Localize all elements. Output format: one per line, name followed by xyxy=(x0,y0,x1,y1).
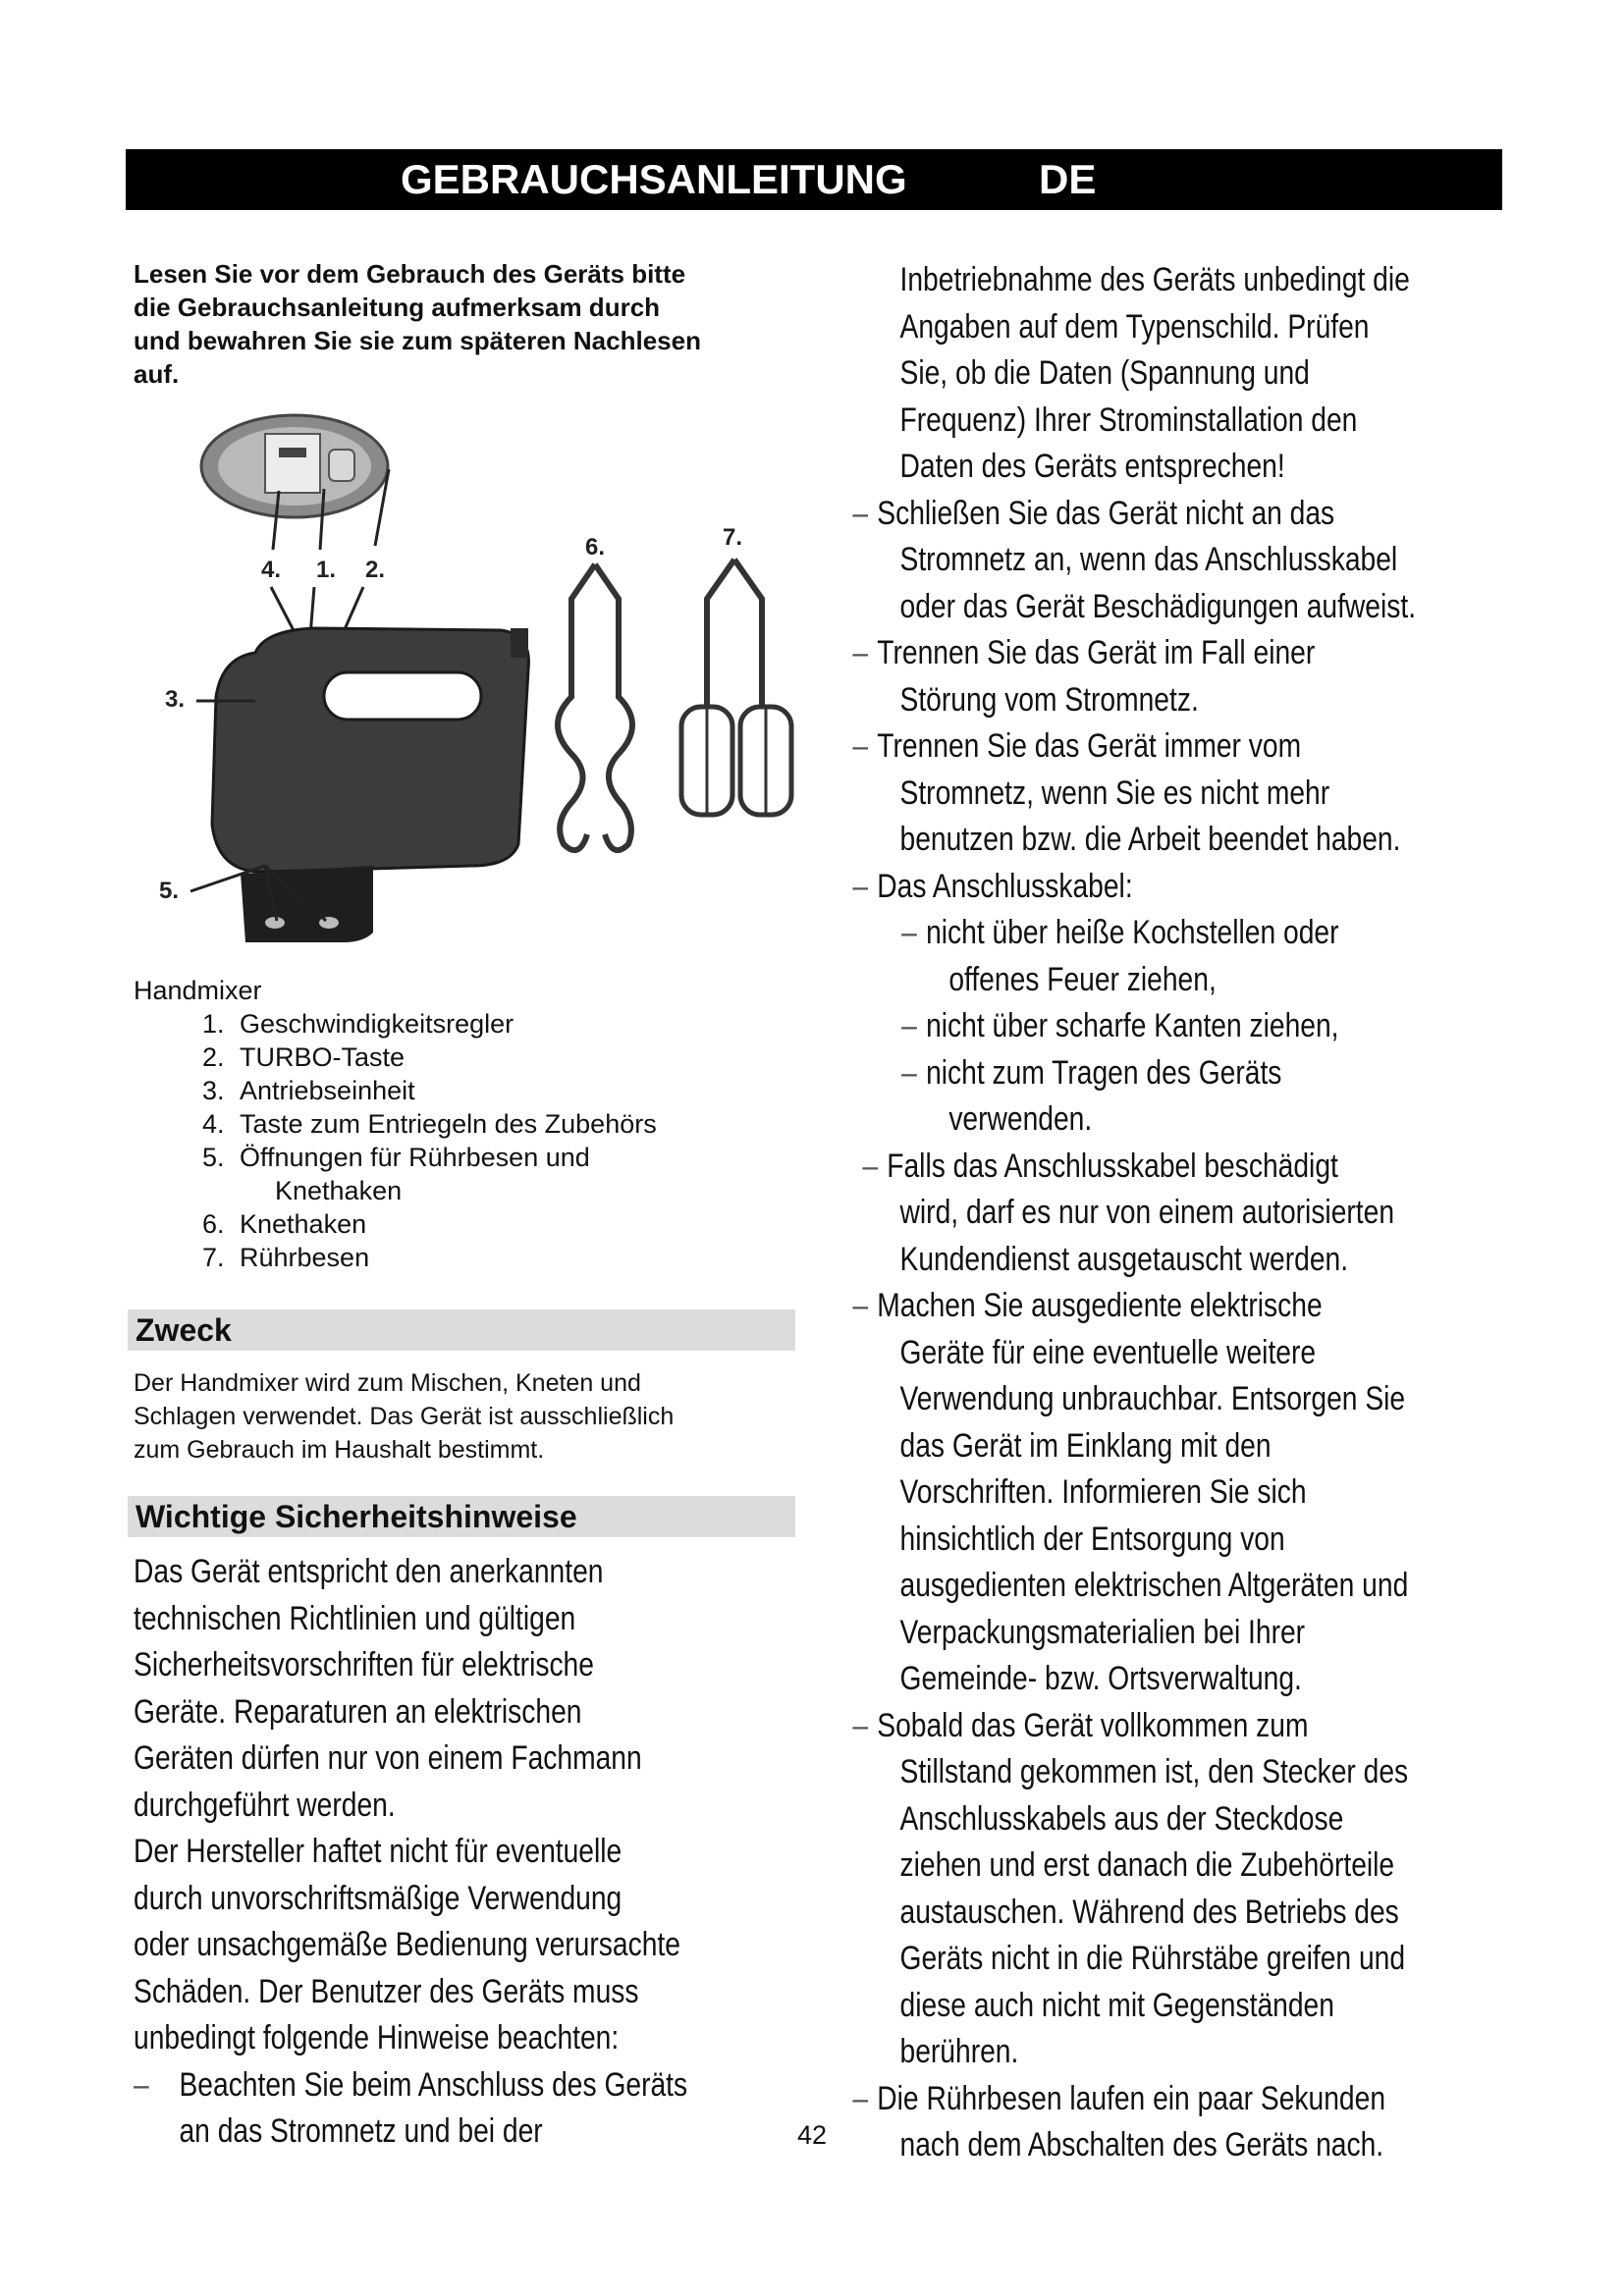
safety-intro xyxy=(134,1549,687,2156)
parts-list xyxy=(134,974,801,1274)
bullet-dash: – xyxy=(852,2079,869,2117)
safety-line: Der Hersteller haftet nicht für eventuelle xyxy=(134,1833,623,1870)
parts-item: 3. Antriebseinheit xyxy=(232,1074,801,1107)
safety-line: Geräte. Reparaturen an elektrischen xyxy=(134,1692,582,1731)
bullet-dash: – xyxy=(852,867,869,905)
safety-right-text: Trennen Sie das Gerät im Fall einer xyxy=(877,634,1316,671)
safety-right-text: Falls das Anschlusskabel beschädigt xyxy=(887,1147,1338,1185)
safety-right-text: Stillstand gekommen ist, den Stecker des xyxy=(899,1753,1409,1790)
label-4: 4. xyxy=(261,557,282,583)
safety-line: Sicherheitsvorschriften für elektrische xyxy=(134,1646,594,1683)
label-5: 5. xyxy=(159,878,180,904)
safety-right-text: Verpackungsmaterialien bei Ihrer xyxy=(899,1613,1306,1651)
header-language: DE xyxy=(1039,156,1097,202)
safety-right-text: hinsichtlich der Entsorgung von xyxy=(899,1520,1285,1558)
safety-right-text: Angaben auf dem Typenschild. Prüfen xyxy=(899,307,1370,346)
beater xyxy=(707,560,762,707)
safety-line: durchgeführt werden. xyxy=(134,1786,396,1824)
safety-right-text: verwenden. xyxy=(948,1100,1093,1138)
safety-right-text: Geräts nicht in die Rührstäbe greifen und xyxy=(899,1940,1406,1977)
parts-item-continuation: Knethaken xyxy=(275,1176,403,1205)
safety-line: Das Gerät entspricht den anerkannten xyxy=(134,1553,604,1590)
label-2: 2. xyxy=(365,557,386,583)
safety-line: technischen Richtlinien und gültigen xyxy=(134,1599,576,1637)
safety-right-text: diese auch nicht mit Gegenständen xyxy=(899,1986,1334,2024)
bullet-dash: – xyxy=(852,1706,869,1744)
hand-mixer-illustration xyxy=(147,412,795,962)
bullet-dash: – xyxy=(852,727,869,765)
bullet-dash: – xyxy=(852,1287,869,1324)
intro-line: die Gebrauchsanleitung aufmerksam durch xyxy=(134,293,661,322)
safety-bullet-line: an das Stromnetz und bei der xyxy=(179,2112,543,2150)
label-7: 7. xyxy=(723,524,743,551)
parts-item: 7. Rührbesen xyxy=(232,1241,801,1274)
safety-right-text: nicht zum Tragen des Geräts xyxy=(926,1053,1282,1092)
safety-right-text: Machen Sie ausgediente elektrische xyxy=(877,1287,1323,1324)
mixer-body xyxy=(212,628,528,872)
bullet-dash: – xyxy=(862,1147,879,1185)
safety-right-text: oder das Gerät Beschädigungen aufweist. xyxy=(899,587,1417,625)
safety-right-text: Daten des Geräts entsprechen! xyxy=(899,448,1285,485)
safety-right-text: ausgedienten elektrischen Altgeräten und xyxy=(899,1567,1409,1604)
safety-bullet-line: Beachten Sie beim Anschluss des Geräts xyxy=(179,2065,688,2104)
safety-right-text: das Gerät im Einklang mit den xyxy=(899,1426,1272,1465)
safety-bullet xyxy=(134,2062,687,2156)
safety-right-text: Sie, ob die Daten (Spannung und xyxy=(899,354,1310,392)
page-number: 42 xyxy=(797,2120,828,2150)
safety-right-text: Anschlusskabels aus der Steckdose xyxy=(899,1799,1344,1838)
safety-right-text: Stromnetz an, wenn das Anschlusskabel xyxy=(899,541,1398,578)
safety-right-text: nach dem Abschalten des Geräts nach. xyxy=(899,2126,1384,2163)
safety-right-text: offenes Feuer ziehen, xyxy=(948,960,1217,998)
safety-right-text: Trennen Sie das Gerät immer vom xyxy=(877,727,1302,765)
parts-item: 1. Geschwindigkeitsregler xyxy=(232,1007,801,1041)
safety-right-text: nicht über heiße Kochstellen oder xyxy=(926,914,1339,951)
safety-right-text: Vorschriften. Informieren Sie sich xyxy=(899,1473,1307,1511)
handle-opening xyxy=(324,672,481,720)
intro-line: Lesen Sie vor dem Gebrauch des Geräts bitte xyxy=(134,259,686,289)
safety-line: durch unvorschriftsmäßige Verwendung xyxy=(134,1879,623,1917)
bullet-dash: – xyxy=(901,914,917,951)
safety-heading: Wichtige Sicherheitshinweise xyxy=(128,1496,795,1537)
purpose-line: Schlagen verwendet. Das Gerät ist ausschließlich xyxy=(134,1403,675,1430)
safety-line: Geräten dürfen nur von einem Fachmann xyxy=(134,1739,642,1777)
parts-item: 4. Taste zum Entriegeln des Zubehörs xyxy=(232,1107,801,1141)
safety-right-text: Kundendienst ausgetauscht werden. xyxy=(899,1240,1349,1278)
label-6: 6. xyxy=(585,534,606,561)
safety-right-text: benutzen bzw. die Arbeit beendet haben. xyxy=(899,821,1401,858)
header-title: GEBRAUCHSANLEITUNG xyxy=(401,156,907,202)
safety-right-text: Sobald das Gerät vollkommen zum xyxy=(877,1706,1309,1744)
label-1: 1. xyxy=(316,557,337,583)
safety-line: unbedingt folgende Hinweise beachten: xyxy=(134,2019,620,2056)
bullet-dash: – xyxy=(852,634,869,671)
safety-right-text: Schließen Sie das Gerät nicht an das xyxy=(877,494,1335,532)
parts-item: 2. TURBO-Taste xyxy=(232,1041,801,1074)
safety-right-text: Die Rührbesen laufen ein paar Sekunden xyxy=(877,2079,1386,2117)
bullet-dash: – xyxy=(852,494,869,532)
safety-right-text: Inbetriebnahme des Geräts unbedingt die xyxy=(899,261,1410,298)
bullet-dash: – xyxy=(901,1007,917,1044)
safety-right-text: wird, darf es nur von einem autorisierten xyxy=(899,1194,1395,1231)
header-bar xyxy=(126,149,1502,210)
safety-line: Schäden. Der Benutzer des Geräts muss xyxy=(134,1972,639,2010)
safety-right-text: austauschen. Während des Betriebs des xyxy=(899,1893,1399,1931)
safety-right-text: Störung vom Stromnetz. xyxy=(899,680,1199,719)
safety-right-text: Stromnetz, wenn Sie es nicht mehr xyxy=(899,774,1330,812)
intro-text xyxy=(134,257,821,391)
dough-hook xyxy=(558,564,632,850)
parts-item: 6. Knethaken xyxy=(232,1207,801,1241)
safety-right-text: nicht über scharfe Kanten ziehen, xyxy=(926,1007,1339,1044)
parts-item-text: Öffnungen für Rührbesen und xyxy=(240,1143,590,1172)
safety-line: oder unsachgemäße Bedienung verursachte xyxy=(134,1926,680,1963)
safety-right-text: Gemeinde- bzw. Ortsverwaltung. xyxy=(899,1660,1302,1697)
safety-right-text: Verwendung unbrauchbar. Entsorgen Sie xyxy=(899,1380,1406,1417)
safety-right-text: Das Anschlusskabel: xyxy=(877,867,1133,905)
parts-title: Handmixer xyxy=(134,976,262,1005)
safety-right-text: ziehen und erst danach die Zubehörteile xyxy=(899,1846,1395,1884)
intro-line: auf. xyxy=(134,359,180,389)
label-3: 3. xyxy=(165,686,186,713)
purpose-line: Der Handmixer wird zum Mischen, Kneten und xyxy=(134,1369,641,1397)
purpose-heading: Zweck xyxy=(128,1309,795,1351)
intro-line: und bewahren Sie sie zum späteren Nachlesen xyxy=(134,326,701,355)
purpose-line: zum Gebrauch im Haushalt bestimmt. xyxy=(134,1436,545,1464)
safety-right-text: Geräte für eine eventuelle weitere xyxy=(899,1333,1317,1371)
bullet-dash: – xyxy=(901,1053,917,1092)
safety-right-text: berühren. xyxy=(899,2033,1019,2070)
purpose-text xyxy=(134,1366,801,1467)
parts-item xyxy=(232,1141,801,1207)
bullet-dash: – xyxy=(134,2065,149,2104)
safety-right-text: Frequenz) Ihrer Strominstallation den xyxy=(899,400,1358,439)
